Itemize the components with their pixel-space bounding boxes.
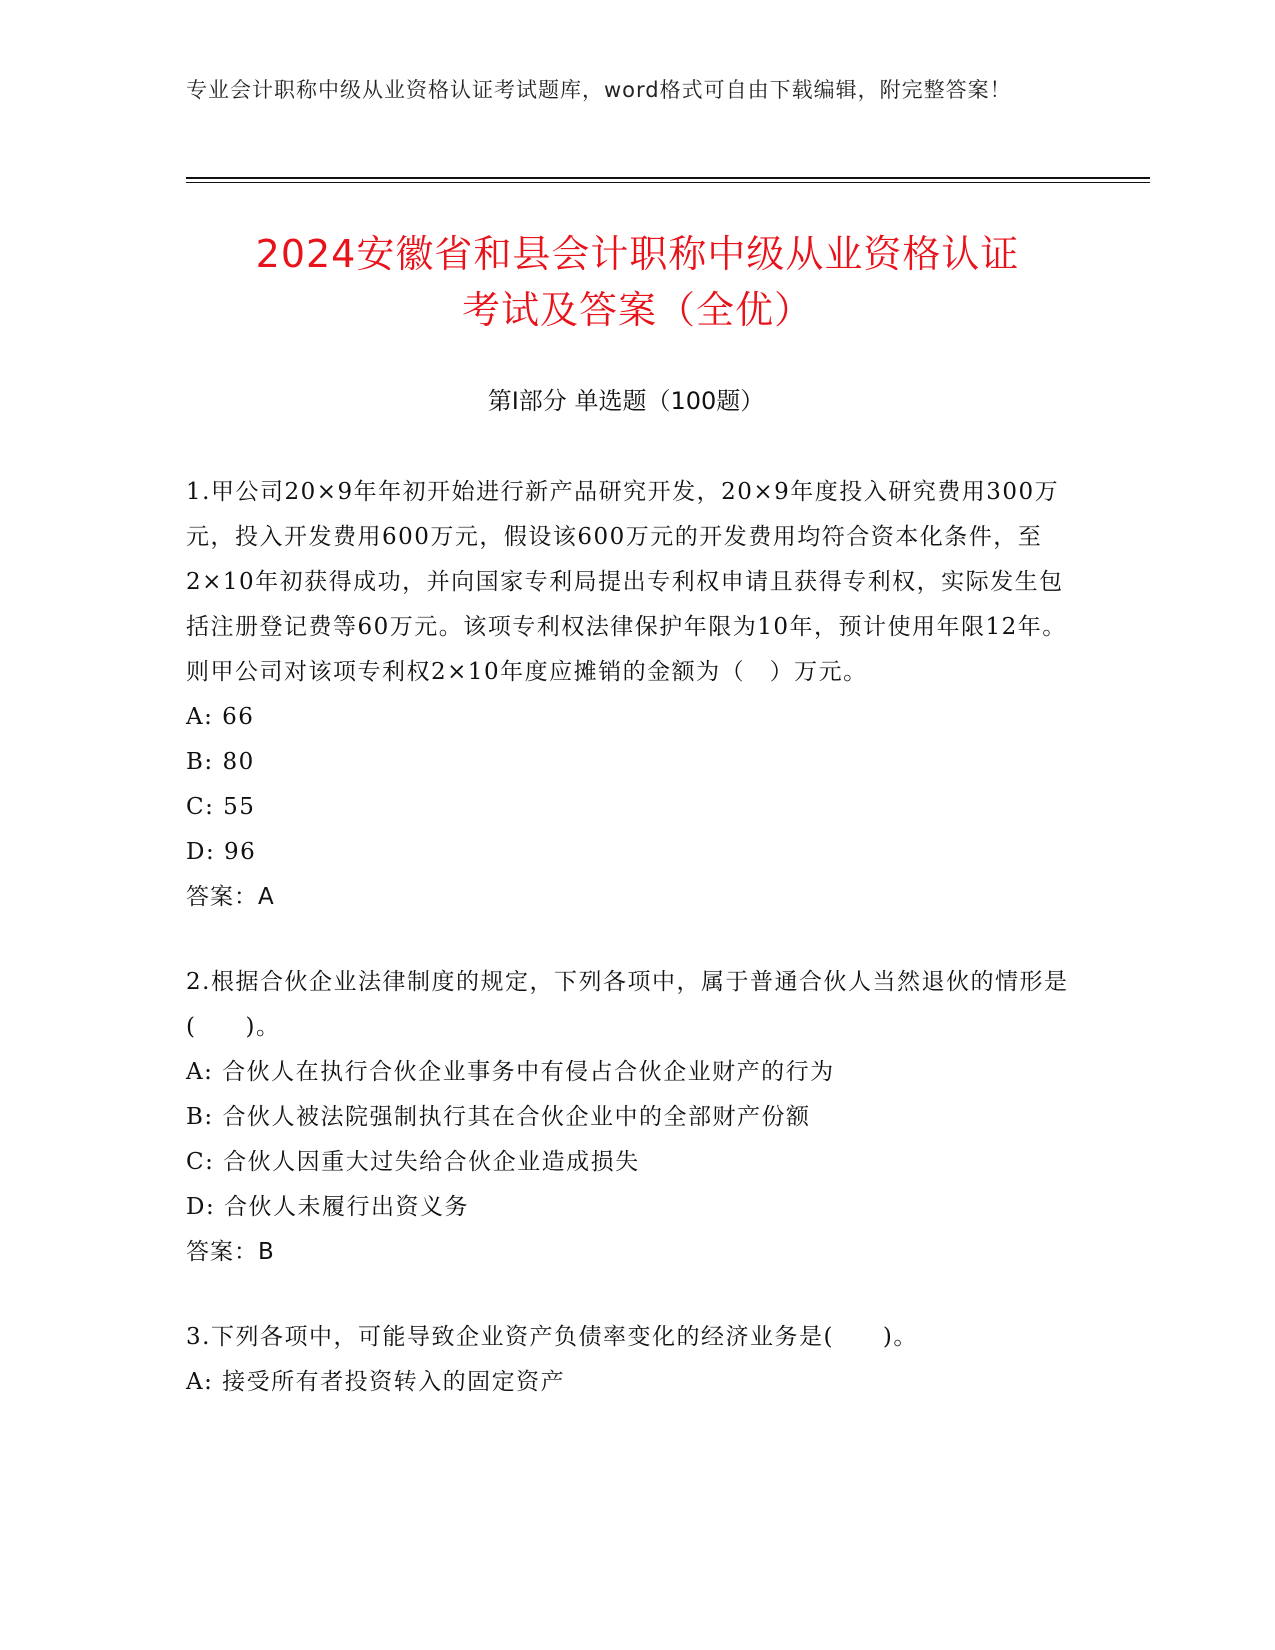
option-d: D: 合伙人未履行出资义务: [186, 1194, 470, 1220]
question-stem: 3.下列各项中，可能导致企业资产负债率变化的经济业务是( )。: [186, 1324, 918, 1350]
option-a: A: 66: [186, 704, 255, 730]
question-list: [186, 470, 1076, 1445]
question-1: [186, 470, 1076, 920]
header-divider-thin: [186, 182, 1150, 183]
question-stem: 2.根据合伙企业法律制度的规定，下列各项中，属于普通合伙人当然退伙的情形是( )。: [186, 969, 1069, 1040]
document-title-line-1: 2024安徽省和县会计职称中级从业资格认证: [255, 232, 1020, 276]
answer: 答案：B: [186, 1239, 275, 1265]
option-c: C: 55: [186, 794, 256, 820]
header-divider-thick: [186, 177, 1150, 179]
question-3: [186, 1315, 1076, 1405]
section-title: 第Ⅰ部分 单选题（100题）: [487, 387, 765, 415]
option-b: B: 80: [186, 749, 255, 775]
option-a: A: 接受所有者投资转入的固定资产: [186, 1369, 566, 1395]
option-d: D: 96: [186, 839, 257, 865]
document-title: [150, 226, 1125, 338]
question-stem: 1.甲公司20×9年年初开始进行新产品研究开发，20×9年度投入研究费用300万元，投入开发费用600万元，假设该600万元的开发费用均符合资本化条件，至2×10年初获得成功，并向国家专利局提出专利权申请且获得专利权，实际发生包括注册登记费等60万元。该项专利权法律保护年限为10年，预计使用年限12年。则甲公司对该项专利权2×10年度应摊销的金额为（ ）万元。: [186, 479, 1067, 685]
document-title-line-2: 考试及答案（全优）: [461, 288, 813, 332]
question-2: [186, 960, 1076, 1275]
header-note: 专业会计职称中级从业资格认证考试题库，word格式可自由下载编辑，附完整答案！: [186, 78, 1012, 102]
option-b: B: 合伙人被法院强制执行其在合伙企业中的全部财产份额: [186, 1104, 811, 1130]
option-a: A: 合伙人在执行合伙企业事务中有侵占合伙企业财产的行为: [186, 1059, 835, 1085]
answer: 答案：A: [186, 884, 275, 910]
option-c: C: 合伙人因重大过失给合伙企业造成损失: [186, 1149, 640, 1175]
